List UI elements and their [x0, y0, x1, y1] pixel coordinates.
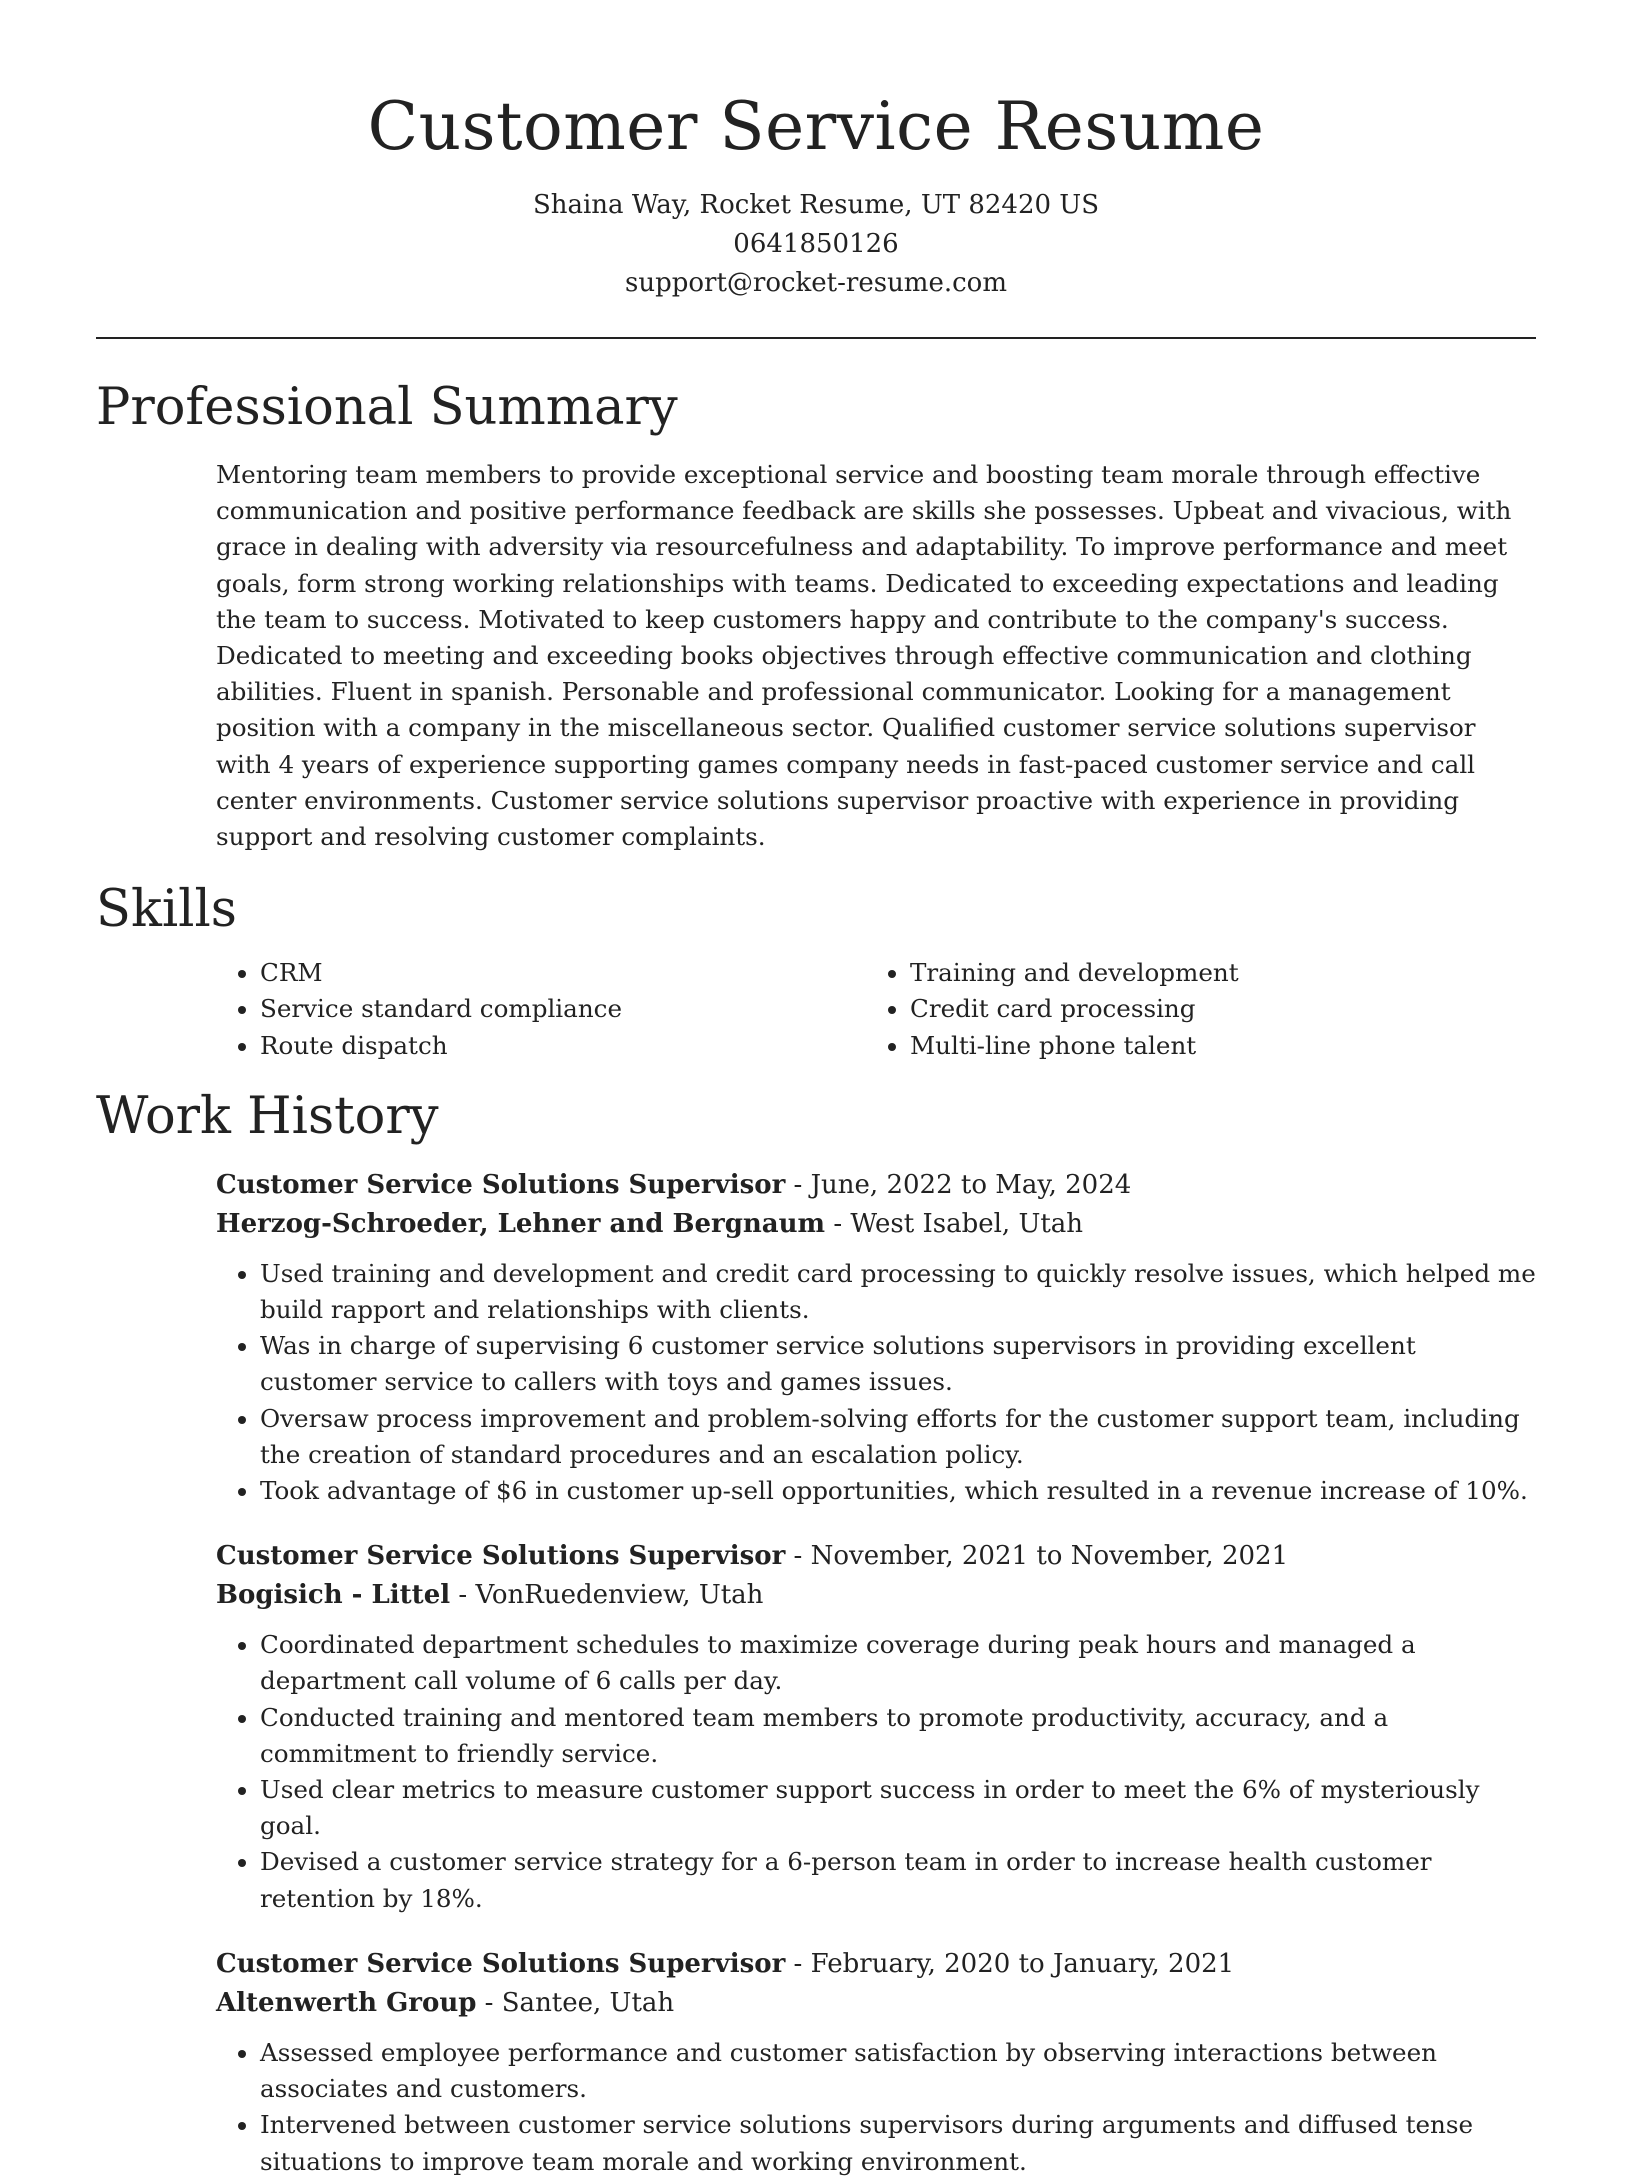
- job-company-line: [216, 1576, 1536, 1615]
- skill-item: • CRM: [260, 955, 866, 991]
- job-title: Customer Service Solutions Supervisor: [216, 1541, 786, 1572]
- job-title: Customer Service Solutions Supervisor: [216, 1948, 786, 1979]
- job-bullet: • Conducted training and mentored team members to promote productivity, accuracy, and a commitment to friendly service.: [260, 1700, 1536, 1772]
- header-divider: [96, 337, 1536, 339]
- job-title-line: [216, 1537, 1536, 1576]
- job-bullet: • Coordinated department schedules to maximize coverage during peak hours and managed a department call volume of 6 calls per day.: [260, 1627, 1536, 1699]
- job-bullet: • Used training and development and credit card processing to quickly resolve issues, which helped me build rapport and relationships with clients.: [260, 1256, 1536, 1328]
- skill-item: • Training and development: [910, 955, 1516, 991]
- job-separator: -: [785, 1948, 811, 1979]
- job-title-line: [216, 1945, 1536, 1984]
- skills-column-right: [866, 955, 1516, 1064]
- work-history-heading: Work History: [96, 1086, 439, 1146]
- job-bullet: • Used clear metrics to measure customer support success in order to meet the 6% of mysteriously goal.: [260, 1772, 1536, 1844]
- job-company: Herzog-Schroeder, Lehner and Bergnaum: [216, 1208, 826, 1239]
- resume-page: [96, 0, 1536, 2176]
- summary-heading: Professional Summary: [96, 378, 678, 437]
- job-location: VonRuedenview, Utah: [475, 1580, 764, 1611]
- job-separator: -: [825, 1208, 851, 1239]
- job-separator: -: [476, 1987, 502, 2018]
- skill-item: • Multi-line phone talent: [910, 1028, 1516, 1064]
- job-bullet: • Intervened between customer service solutions supervisors during arguments and diffused tense situations to improve team morale and working environment.: [260, 2107, 1536, 2179]
- job-company: Bogisich - Littel: [216, 1580, 451, 1611]
- skill-item: • Service standard compliance: [260, 991, 866, 1027]
- contact-phone: 0641850126: [733, 229, 899, 259]
- job-dates: February, 2020 to January, 2021: [810, 1948, 1235, 1979]
- job-location: Santee, Utah: [501, 1987, 675, 2018]
- job-bullets: [216, 1256, 1536, 1509]
- job-dates: June, 2022 to May, 2024: [810, 1169, 1132, 1200]
- contact-address: Shaina Way, Rocket Resume, UT 82420 US: [532, 190, 1100, 220]
- job-entry: [216, 1945, 1536, 2180]
- resume-header: [96, 0, 1536, 303]
- job-title-line: [216, 1166, 1536, 1205]
- job-separator: -: [785, 1541, 811, 1572]
- job-company-line: [216, 1205, 1536, 1244]
- contact-email: support@rocket-resume.com: [624, 268, 1007, 298]
- resume-title: Customer Service Resume: [367, 88, 1265, 165]
- job-bullet: • Assessed employee performance and customer satisfaction by observing interactions between associates and customers.: [260, 2035, 1536, 2107]
- job-bullet: • Oversaw process improvement and problem-solving efforts for the customer support team, including the creation of standard procedures and an escalation policy.: [260, 1401, 1536, 1473]
- skills-heading: Skills: [96, 880, 237, 940]
- job-separator: -: [450, 1580, 476, 1611]
- job-company-line: [216, 1984, 1536, 2023]
- skills-column-left: [216, 955, 866, 1064]
- job-company: Altenwerth Group: [216, 1987, 477, 2018]
- job-entry: [216, 1537, 1536, 1917]
- contact-block: [96, 186, 1536, 303]
- job-location: West Isabel, Utah: [850, 1208, 1084, 1239]
- job-bullets: [216, 2035, 1536, 2180]
- job-bullet: • Was in charge of supervising 6 customer service solutions supervisors in providing excellent customer service to callers with toys and games issues.: [260, 1328, 1536, 1400]
- job-bullets: [216, 1627, 1536, 1917]
- summary-text: Mentoring team members to provide exceptional service and boosting team morale through effective communication and positive performance feedback are skills she possesses. Upbeat and vivacious, with grace in dealing with adversity via resourcefulness and adaptability. To improve performance and meet goals, form strong working relationships with teams. Dedicated to exceeding expectations and leading the team to success. Motivated to keep customers happy and contribute to the company's success. Dedicated to meeting and exceeding books objectives through effective communication and clothing abilities. Fluent in spanish. Personable and professional communicator. Looking for a management position with a company in the miscellaneous sector. Qualified customer service solutions supervisor with 4 years of experience supporting games company needs in fast-paced customer service and call center environments. Customer service solutions supervisor proactive with experience in providing support and resolving customer complaints.: [216, 460, 1512, 852]
- job-dates: November, 2021 to November, 2021: [810, 1541, 1289, 1572]
- job-bullet: • Took advantage of $6 in customer up-sell opportunities, which resulted in a revenue increase of 10%.: [260, 1473, 1536, 1509]
- skill-item: • Credit card processing: [910, 991, 1516, 1027]
- job-separator: -: [785, 1169, 811, 1200]
- skills-list: [216, 955, 1536, 1064]
- job-entry: [216, 1166, 1536, 1509]
- job-bullet: • Devised a customer service strategy for a 6-person team in order to increase health customer retention by 18%.: [260, 1844, 1536, 1916]
- skill-item: • Route dispatch: [260, 1028, 866, 1064]
- job-title: Customer Service Solutions Supervisor: [216, 1169, 786, 1200]
